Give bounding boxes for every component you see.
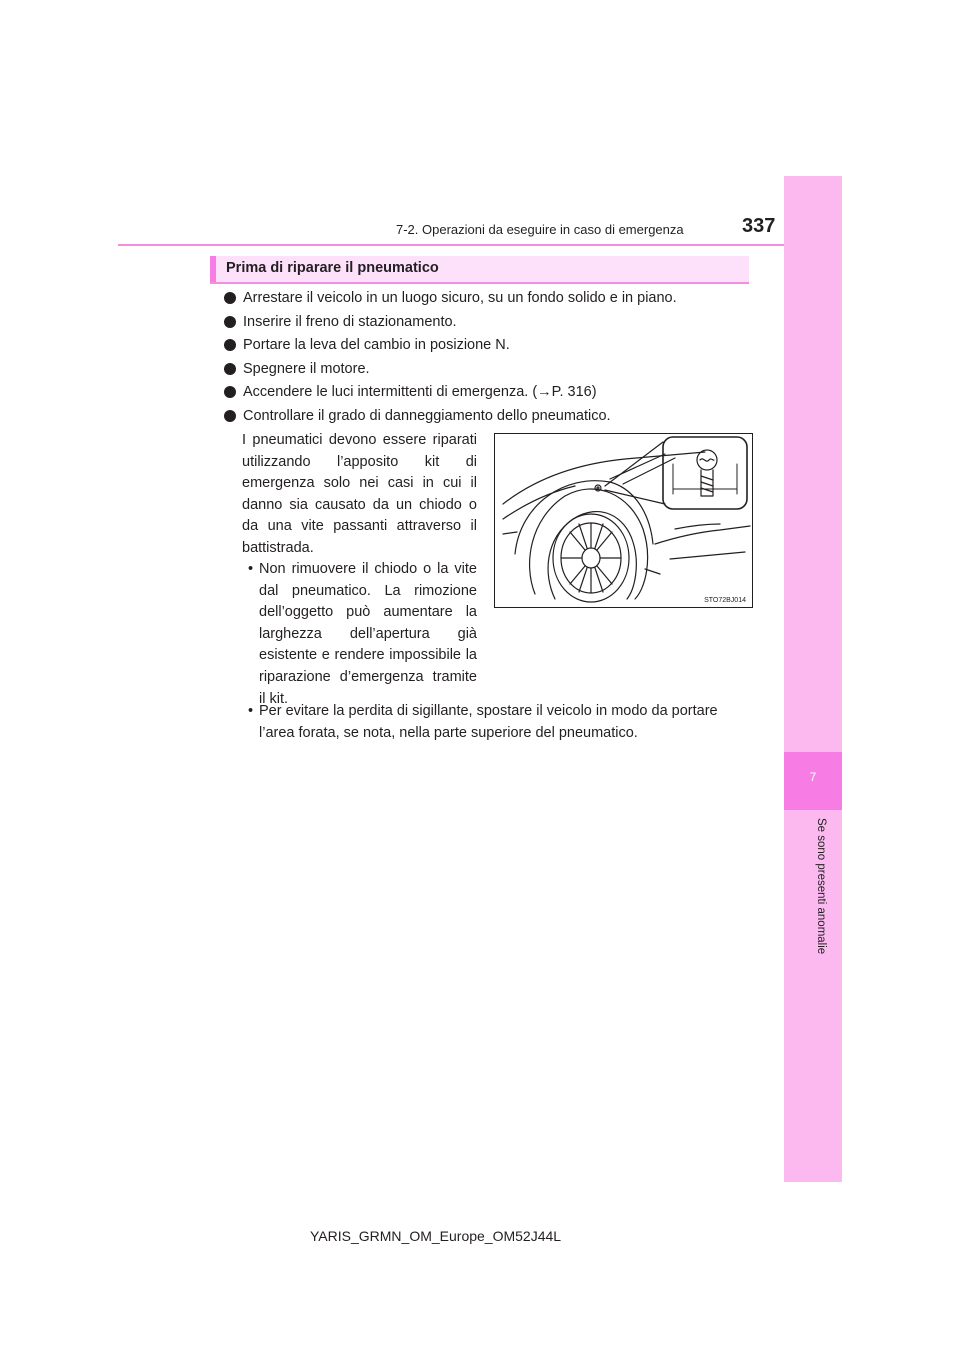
sub-item [248, 701, 748, 744]
bullet-dot-icon [224, 386, 236, 398]
bullet-dot-icon [224, 339, 236, 351]
bullet-item [224, 406, 764, 430]
bullet-text: Controllare il grado di danneggiamento dello pneumatico. [243, 407, 611, 424]
bullet-text: Arrestare il veicolo in un luogo sicuro, su un fondo solido e in piano. [243, 290, 677, 306]
bullet-text: Accendere le luci intermittenti di emergenza. (→P. 316) [243, 384, 597, 400]
tire-with-nail-icon [495, 434, 752, 607]
bullet-item [224, 335, 764, 359]
bullet-item [224, 359, 764, 383]
side-chapter-tab [784, 176, 842, 1182]
chapter-label: Se sono presenti anomalie [815, 818, 827, 955]
bullet-item [224, 312, 764, 336]
bullet-dot-icon [224, 316, 236, 328]
body-paragraph: I pneumatici devono essere riparati utilizzando l’apposito kit di emergenza solo nei casi in cui il danno sia causato da un chiodo o da una vite passanti attraverso il battistrada. [242, 432, 477, 556]
section-accent-bar [210, 256, 216, 282]
footer-doc-id: YARIS_GRMN_OM_Europe_OM52J44L [310, 1228, 562, 1244]
bullet-item [224, 382, 764, 406]
page-number: 337 [742, 215, 776, 237]
bullet-dot-icon [224, 292, 236, 304]
bullet-dot-icon [224, 363, 236, 375]
section-heading [210, 256, 749, 284]
figure-code: STO72BJ014 [704, 597, 746, 604]
tire-illustration [494, 433, 753, 608]
sub-item-text: Per evitare la perdita di sigillante, spostare il veicolo in modo da portare l’area forata, se nota, nella parte superiore del pneumatico. [259, 703, 718, 741]
section-title: Prima di riparare il pneumatico [226, 260, 439, 276]
running-header: 7-2. Operazioni da eseguire in caso di emergenza [396, 222, 684, 237]
bullet-list [224, 288, 764, 429]
chapter-number: 7 [784, 752, 842, 810]
bullet-dot-icon [224, 410, 236, 422]
sub-bullet-marker: • [248, 561, 254, 577]
sub-bullet-marker: • [248, 703, 254, 719]
header-rule [118, 244, 784, 246]
bullet-text: Spegnere il motore. [243, 360, 370, 377]
sub-item-text: Non rimuovere il chiodo o la vite dal pneumatico. La rimozione dell’oggetto può aumentare la larghezza dell’apertura già esistente e rendere impossibile la riparazione d’emergenza tramite il kit. [259, 561, 477, 707]
bullet-item [224, 288, 764, 312]
bullet-text: Portare la leva del cambio in posizione N. [243, 337, 510, 353]
bullet-text: Inserire il freno di stazionamento. [243, 313, 457, 330]
sub-item [248, 559, 477, 710]
